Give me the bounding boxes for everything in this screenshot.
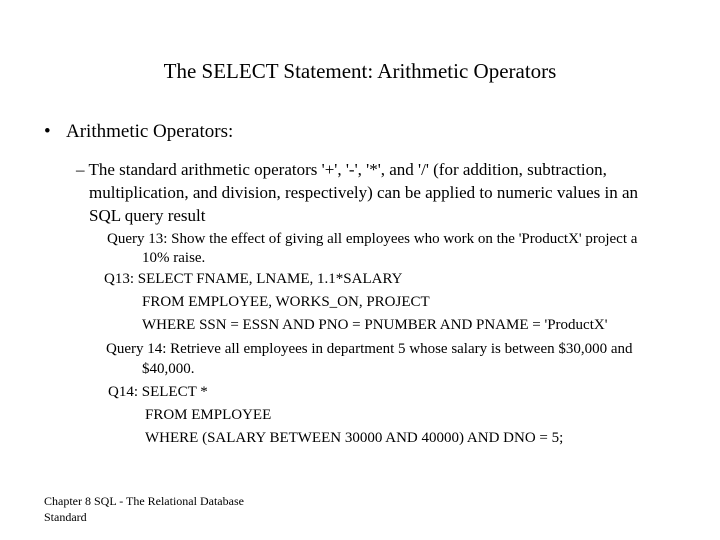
query-14-select: Q14: SELECT * — [108, 384, 208, 400]
slide-footer — [44, 493, 244, 525]
query-13-description: Query 13: Show the effect of giving all employees who work on the 'ProductX' project a — [107, 231, 638, 247]
footer-line: Chapter 8 SQL - The Relational Database — [44, 494, 244, 508]
sub-bullet-line: – The standard arithmetic operators '+', '-', '*', and '/' (for addition, subtraction, — [76, 160, 607, 179]
query-14-from: FROM EMPLOYEE — [145, 407, 272, 423]
main-bullet — [44, 120, 233, 144]
bullet-marker: • — [44, 121, 51, 142]
query-14-description: Query 14: Retrieve all employees in department 5 whose salary is between $30,000 and — [106, 341, 633, 357]
sub-bullet-line: SQL query result — [89, 206, 206, 225]
query-14-description-cont: $40,000. — [142, 361, 195, 377]
sub-bullet-line: multiplication, and division, respectively) can be applied to numeric values in an — [89, 183, 639, 202]
query-13-select: Q13: SELECT FNAME, LNAME, 1.1*SALARY — [104, 271, 403, 287]
slide-title: The SELECT Statement: Arithmetic Operators — [163, 59, 557, 83]
footer-line: Standard — [44, 510, 87, 524]
main-bullet-text: Arithmetic Operators: — [66, 121, 234, 142]
query-13-where: WHERE SSN = ESSN AND PNO = PNUMBER AND PNAME = 'ProductX' — [142, 317, 608, 333]
query-13-description-cont: 10% raise. — [142, 250, 206, 266]
sub-bullet — [76, 158, 696, 227]
query-13-from: FROM EMPLOYEE, WORKS_ON, PROJECT — [142, 294, 430, 310]
query-14-where: WHERE (SALARY BETWEEN 30000 AND 40000) AND DNO = 5; — [145, 430, 564, 446]
